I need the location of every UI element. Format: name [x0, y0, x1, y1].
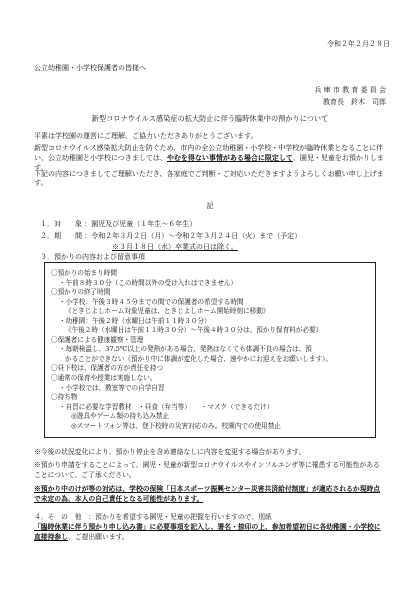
intro-paragraph-2 [34, 144, 386, 173]
box-line: 〇預かりの始まり時間 [51, 269, 117, 277]
other-text: ４．そ の 他 ：預かりを希望する園児・児童の把握を行いますので、別紙 [34, 513, 272, 521]
box-line: 〇預かりの終了時間 [51, 288, 111, 297]
details-box [44, 262, 376, 438]
other-text-end: 、ご提出願います。 [67, 532, 129, 541]
box-line: ・自習に必要な学習教材 ・昼食（弁当等） ・マスク（できるだけ） [59, 402, 274, 411]
item-period-note: ※３月１８日（水）卒業式の日は除く。 [112, 243, 238, 251]
box-line: 《ときじよしホーム対象児童は、ときじよしホーム開始時刻に移動》 [65, 307, 270, 316]
footnote-3: ※預かり中のけが等の対応は、学校の保険「日本スポーツ振興センター災害共済給付制度」が適応されるか現時点で未定の為、本人の自己責任となる可能性があります。 [34, 485, 381, 503]
document-title: 新型コロナウイルス感染症の拡大防止に伴う臨時休業中の預かりについて [91, 114, 329, 123]
intro-paragraph-3: 下記の内容につきましてご理解いただき、各家庭でご判断・ご対応いただきますようよろしくお願い申し上げます。 [34, 170, 384, 188]
form-name: 「臨時休業に伴う預かり申し込み書」 [34, 522, 150, 531]
item-target: １．対 象 ：園児及び児童（１年生～６年生） [40, 220, 197, 228]
box-line: 〇通常の保育や授業は実施しない。 [51, 374, 157, 383]
box-line: ・小学校：午後３時４５分までの間での保護者の希望する時間 [59, 297, 244, 306]
box-line: ・小学校では、教室等での自学自習 [59, 383, 165, 392]
box-line: 〇持ち物 [51, 393, 78, 402]
box-line: 《午後２時（水曜日は午前１１時３０分）～午後４時３０分は、預かり保育料が必要》 [65, 326, 323, 335]
intro-text: 新型コロナウイルス感染拡大防止を防ぐため、市内の全公立幼稚園・小学校・中学校が臨時休業となることに伴い、公立幼稚園と小学校につきましては、 [34, 144, 384, 163]
sender-organization: 兵 庫 市 教 育 委 員 会 [314, 86, 386, 94]
other-instruction: に必要事項を記入し、署名・捺印の上、参加希望初日に各幼稚園・小学校に直接持参し [34, 522, 381, 541]
intro-paragraph-1: 平素は学校園の運営にご理解、ご協力いただきありがとうございます。 [34, 132, 258, 140]
document-date: 令和２年２月２８日 [327, 40, 390, 48]
ki-heading: 記 [206, 202, 214, 210]
box-line: ◎スマートフォン等は、登下校時の災害対応のみ。校園内での使用禁止 [71, 421, 281, 430]
box-line: ・毎朝検温し、37.5℃以上の発熱がある場合、発熱はなくても体調不良の場合は、預 [59, 345, 312, 354]
box-line: ◎遊具やゲーム類の持ち込み禁止 [71, 412, 170, 421]
box-line: ・午前８時３０分（この時間以外の受け入れはできません） [59, 278, 238, 287]
box-line: 〇保護者による健康観察・管理 [51, 335, 144, 344]
box-line: かることができない（預かり中に体調が変化した場合、速やかにお迎えをお願いします）。 [65, 354, 333, 363]
box-line: 〇昼下校は、保護者の方が責任を持つ [51, 364, 164, 373]
addressee: 公立幼稚園・小学校保護者の皆様へ [34, 64, 146, 72]
emphasis-text: やむを得ない事情がある場合に限定して [166, 153, 293, 163]
sender-name: 教育長 鈴木 司郎 [323, 98, 386, 106]
item-content-heading: ３．預かりの内容および留意事項 [40, 253, 145, 261]
box-line: ・幼稚園：午後２時（水曜日は午前１１時３０分） [59, 316, 211, 325]
footnote-2: ※預かり申請をすることによって、園児・児童が新型コロナウイルスやインフルエンザ等に罹患する可能性があることについて、ご了承ください。 [34, 461, 380, 479]
footnote-1: ※今後の状況変化により、預かり停止を含め連絡なしに内容を変更する場合があります。 [34, 448, 306, 456]
item-other [34, 513, 386, 543]
item-period: ２．期 間 ：令和２年３月２日（月）～令和２年３月２４日（火）まで（予定） [40, 232, 302, 240]
intro-text-end: 、園児・児童をお預かりします。 [34, 154, 384, 172]
